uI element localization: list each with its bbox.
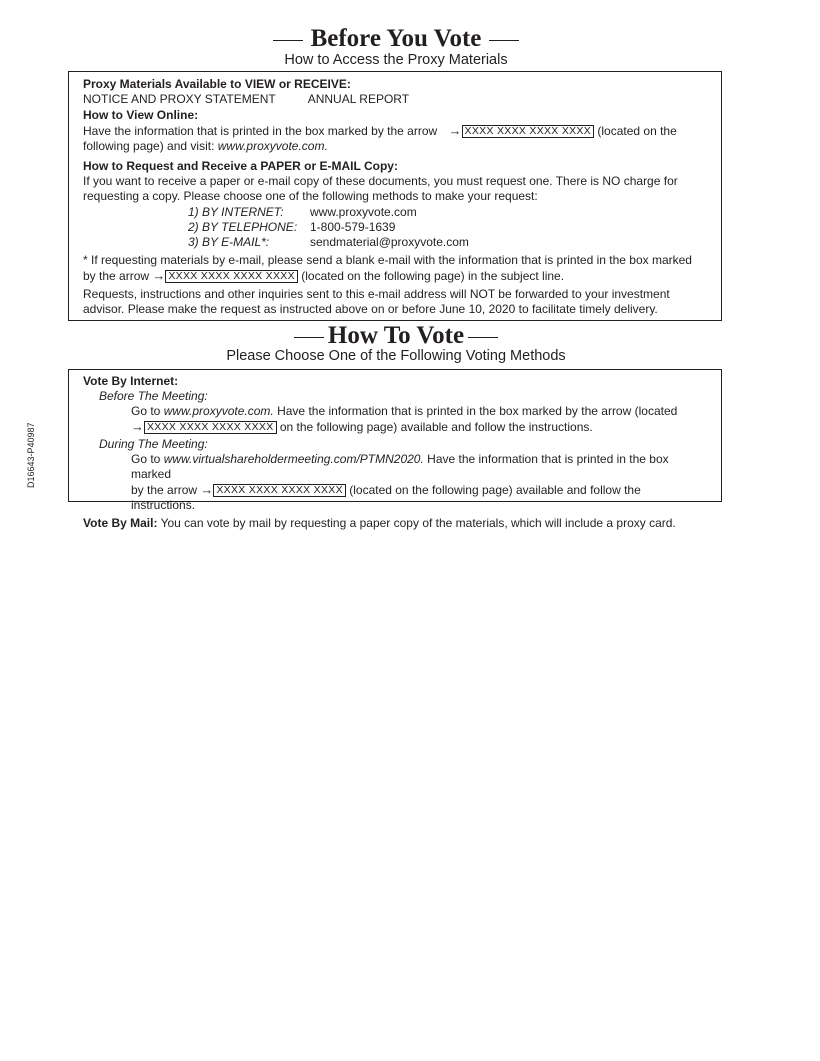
title-rule-left [273,40,303,41]
arrow-icon: → [200,482,214,497]
request-copy-text: If you want to receive a paper or e-mail copy of these documents, you must request one. There is NO charge for requesting a copy. Please choose one of the following methods to make your request: [83,174,678,203]
materials-heading: Proxy Materials Available to VIEW or RECEIVE: [83,77,351,91]
email-note: * If requesting materials by e-mail, please send a blank e-mail with the information that is printed in the box marked by the arrow → XXXX XXXX XXXX XXXX (located on the following page) in the subject line. [83,253,692,283]
view-online-heading: How to View Online: [83,108,199,122]
virtual-meeting-link[interactable]: www.virtualshareholdermeeting.com/PTMN2020. [163,452,424,466]
title-rule-left [294,337,324,338]
vote-mail-heading: Vote By Mail: [83,516,158,530]
document-side-code: D16643-P40987 [26,422,36,488]
proxyvote-link[interactable]: www.proxyvote.com. [217,139,328,153]
title-rule-right [468,337,498,338]
before-meeting-text: Go to www.proxyvote.com. Have the information that is printed in the box marked by the arrow (located → XXXX XXXX XXXX XXXX on the following page) available and follow the instructions. [131,404,678,434]
during-meeting-label: During The Meeting: [99,437,208,451]
materials-list [83,92,707,107]
control-number-box: XXXX XXXX XXXX XXXX [165,270,298,283]
method-value[interactable]: 1-800-579-1639 [310,220,396,234]
before-you-vote-title: Before You Vote [0,24,792,54]
vote-mail-text: You can vote by mail by requesting a paper copy of the materials, which will include a proxy card. [160,516,676,530]
title-rule-right [489,40,519,41]
how-to-vote-subtitle: Please Choose One of the Following Voting Methods [226,348,566,364]
arrow-icon: → [448,123,462,138]
control-number-box: XXXX XXXX XXXX XXXX [213,484,346,497]
method-value[interactable]: sendmaterial@proxyvote.com [310,235,469,249]
method-value[interactable]: www.proxyvote.com [310,205,417,219]
during-meeting-text: Go to www.virtualshareholdermeeting.com/PTMN2020. Have the information that is printed in the box marked by the arrow → XXXX XXXX XXXX XXXX (located on the following page) available and follow the instructions. [131,452,669,512]
view-online-text: Have the information that is printed in the box marked by the arrow → XXXX XXXX XXXX XXXX (located on the following page) and visit: www.proxyvote.com. [83,123,677,153]
method-label: 2) BY TELEPHONE: [188,220,298,234]
control-number-box: XXXX XXXX XXXX XXXX [462,125,595,138]
requests-note: Requests, instructions and other inquiries sent to this e-mail address will NOT be forwarded to your investment advisor. Please make the request as instructed above on or before June 10, 2020 to facilitate timely delivery. [83,287,670,316]
proxyvote-link[interactable]: www.proxyvote.com. [163,404,274,418]
how-to-vote-title: How To Vote [0,321,792,351]
request-methods-list [188,205,707,250]
vote-internet-heading: Vote By Internet: [83,374,179,388]
proxy-materials-box [68,71,722,321]
method-label: 1) BY INTERNET: [188,205,284,219]
material-item: NOTICE AND PROXY STATEMENT [83,92,276,106]
control-number-box: XXXX XXXX XXXX XXXX [144,421,277,434]
before-meeting-label: Before The Meeting: [99,389,208,403]
request-copy-heading: How to Request and Receive a PAPER or E-MAIL Copy: [83,159,398,173]
arrow-icon: → [131,419,144,434]
material-item: ANNUAL REPORT [307,92,410,106]
method-label: 3) BY E-MAIL*: [188,235,270,249]
arrow-icon: → [152,268,166,283]
voting-methods-box [68,369,722,530]
vote-by-mail [83,516,707,531]
before-you-vote-subtitle: How to Access the Proxy Materials [284,52,508,68]
